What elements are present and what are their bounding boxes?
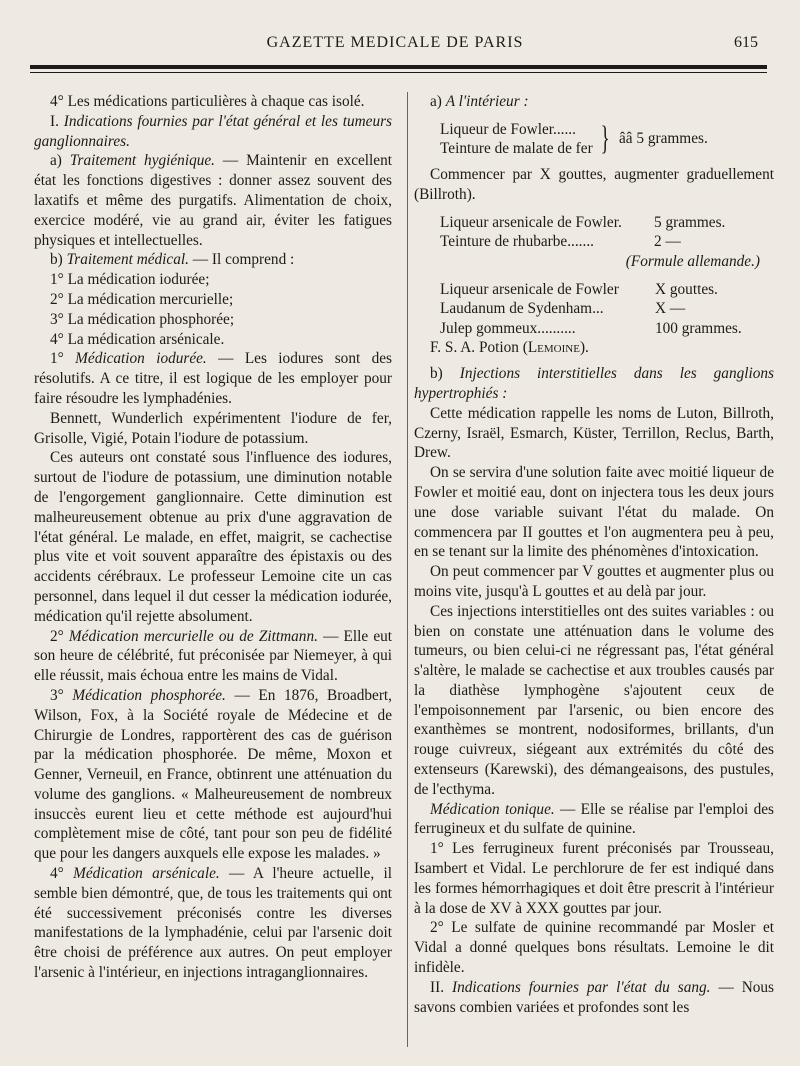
paragraph: On peut commencer par V gouttes et augmenter plus ou moins vite, jusqu'à L gouttes et au delà par jour. bbox=[414, 563, 774, 600]
formula-ingredient: Liqueur de Fowler...... bbox=[440, 120, 576, 138]
paragraph: 2° Le sulfate de quinine recommandé par Mosler et Vidal a donné quelques bons résultats. Lemoine le dit infidèle. bbox=[414, 919, 774, 977]
header-rule-thin bbox=[30, 72, 767, 73]
page-number: 615 bbox=[734, 34, 758, 51]
paragraph: Ces injections interstitielles ont des suites variables : ou bien on constate une atténuation dans le volume des tumeurs, ou bien celui-ci ne régressant pas, l'état général s'altère, le malade se cachectise et aux troubles causés par la diathèse lymphogène s'ajoutent ceux de l'empoisonnement par l'arsenic, ou bien encore des exanthèmes se montrent, nodosiformes, brillants, d'un rouge cuivreux, siégeant aux extrémités du côté des extenseurs (Karewski), des démangeaisons, des pustules, de l'ecthyma. bbox=[414, 602, 774, 798]
journal-title: GAZETTE MEDICALE DE PARIS bbox=[266, 34, 524, 51]
subsection-heading: b) Injections interstitielles dans les ganglions hypertrophiés : bbox=[414, 365, 774, 402]
paragraph: Médication tonique. — Elle se réalise par l'emploi des ferrugineux et du sulfate de quinine. bbox=[414, 800, 774, 838]
header-rule-thick bbox=[30, 65, 767, 69]
paragraph: a) Traitement hygiénique. — Maintenir en excellent état les fonctions digestives : donner assez souvent des laxatifs et même des purgatifs. Alimentation de choix, exercice modéré, vie au grand air, éviter les fatigues physiques et intellectuelles. bbox=[34, 152, 392, 249]
formula-ingredient: Julep gommeux.......... bbox=[440, 319, 576, 337]
paragraph: Ces auteurs ont constaté sous l'influence des iodures, surtout de l'iodure de potassium, une diminution notable de l'engorgement ganglionnaire. Cette diminution est malheureusement obtenue au prix d'une aggravation de l'état général. Le malade, en effet, maigrit, se cachectise plus vite et voit souvent apparaître des épistaxis ou des accidents cérébraux. Le professeur Lemoine cite un cas personnel, dans lequel il dut cesser la médication iodurée, médication qu'il rejette absolument. bbox=[34, 449, 392, 625]
column-divider bbox=[407, 92, 408, 1047]
formula-ingredient: Teinture de malate de fer bbox=[440, 140, 593, 158]
list-item: 2° La médication mercurielle; bbox=[50, 290, 234, 308]
formula-potion bbox=[414, 280, 774, 359]
formula-ingredient: Teinture de rhubarbe....... bbox=[440, 233, 594, 251]
paragraph: 4° Médication arsénicale. — A l'heure actuelle, il semble bien démontré, que, de tous les traitements qui ont été successivement préconisés contre les diverses manifestations de la lymphadénie, celui par l'arsenic doit être choisi de préférence aux autres. On peut employer l'arsenic à l'intérieur, en injections intraganglionnaires. bbox=[34, 865, 392, 982]
list-item: 4° La médication arsénicale. bbox=[50, 330, 225, 348]
formula-quantity: 5 grammes. bbox=[654, 213, 726, 231]
formula-allemande bbox=[414, 213, 774, 272]
paragraph: b) Traitement médical. — Il comprend : bbox=[50, 251, 295, 269]
paragraph: 2° Médication mercurielle ou de Zittmann. — Elle eut son heure de célébrité, fut préconisée par Niemeyer, à qui elle réussit, mais échoua entre les mains de Vidal. bbox=[34, 627, 393, 685]
formula-quantity: ââ 5 grammes. bbox=[619, 130, 708, 148]
running-header bbox=[30, 34, 760, 58]
brace-glyph: } bbox=[600, 120, 610, 158]
list-item: 3° La médication phosphorée; bbox=[50, 310, 235, 328]
formula-note: (Formule allemande.) bbox=[625, 252, 760, 270]
paragraph: 4° Les médications particulières à chaque cas isolé. bbox=[50, 93, 365, 110]
paragraph: 1° Les ferrugineux furent préconisés par Trousseau, Isambert et Vidal. Le perchlorure de fer est indiqué dans les formes hémorrhagiques et doit être prescrit à l'intérieur à la dose de XV à XXX gouttes par jour. bbox=[414, 840, 774, 917]
right-column bbox=[414, 92, 774, 1017]
formula-quantity: X gouttes. bbox=[655, 280, 718, 298]
formula-fowler-malate bbox=[414, 120, 774, 159]
list-item: 1° La médication iodurée; bbox=[50, 271, 210, 289]
formula-ingredient: Liqueur arsenicale de Fowler. bbox=[440, 213, 622, 231]
left-column bbox=[34, 92, 392, 983]
paragraph: On se servira d'une solution faite avec moitié liqueur de Fowler et moitié eau, dont on injectera tous les deux jours une dose variable suivant l'état du malade. On commencera par II gouttes et l'on augmentera peu à peu, en se tenant sur la limite des phénomènes d'intoxication. bbox=[414, 464, 774, 561]
section-heading: I. Indications fournies par l'état général et les tumeurs ganglionnaires. bbox=[34, 112, 392, 150]
formula-ingredient: Laudanum de Sydenham... bbox=[440, 300, 604, 318]
paragraph: Cette médication rappelle les noms de Luton, Billroth, Czerny, Israël, Esmarch, Küster, Terrillon, Reclus, Barth, Drew. bbox=[414, 404, 774, 462]
subsection-heading: a) A l'intérieur : bbox=[430, 93, 529, 110]
paragraph: 3° Médication phosphorée. — En 1876, Broadbert, Wilson, Fox, à la Société royale de Médecine et de Chirurgie de Londres, rapportèrent des cas de guérison par la médication phosphorée. De même, Moxon et Genner, Verneuil, en France, obtinrent une atténuation du volume des ganglions. « Malheureusement de nombreux insuccès eurent lieu et cette méthode est aujourd'hui complètement mise de côté, tant pour son peu de fidélité que pour les dangers auxquels elle expose les malades. » bbox=[34, 686, 392, 863]
paragraph: Commencer par X gouttes, augmenter graduellement (Billroth). bbox=[414, 165, 774, 203]
formula-signature: F. S. A. Potion (Lemoine). bbox=[430, 339, 589, 357]
formula-quantity: 100 grammes. bbox=[655, 319, 742, 337]
paragraph: 1° Médication iodurée. — Les iodures sont des résolutifs. A ce titre, il est logique de les employer pour faire résoudre les lymphadénies. bbox=[34, 350, 392, 407]
section-heading: II. Indications fournies par l'état du sang. — Nous savons combien variées et profondes sont les bbox=[414, 978, 774, 1016]
formula-quantity: X — bbox=[655, 300, 686, 318]
formula-ingredient: Liqueur arsenicale de Fowler bbox=[440, 280, 619, 298]
formula-quantity: 2 — bbox=[654, 233, 681, 251]
paragraph: Bennett, Wunderlich expérimentent l'iodure de fer, Grisolle, Vigié, Potain l'iodure de potassium. bbox=[34, 409, 392, 447]
